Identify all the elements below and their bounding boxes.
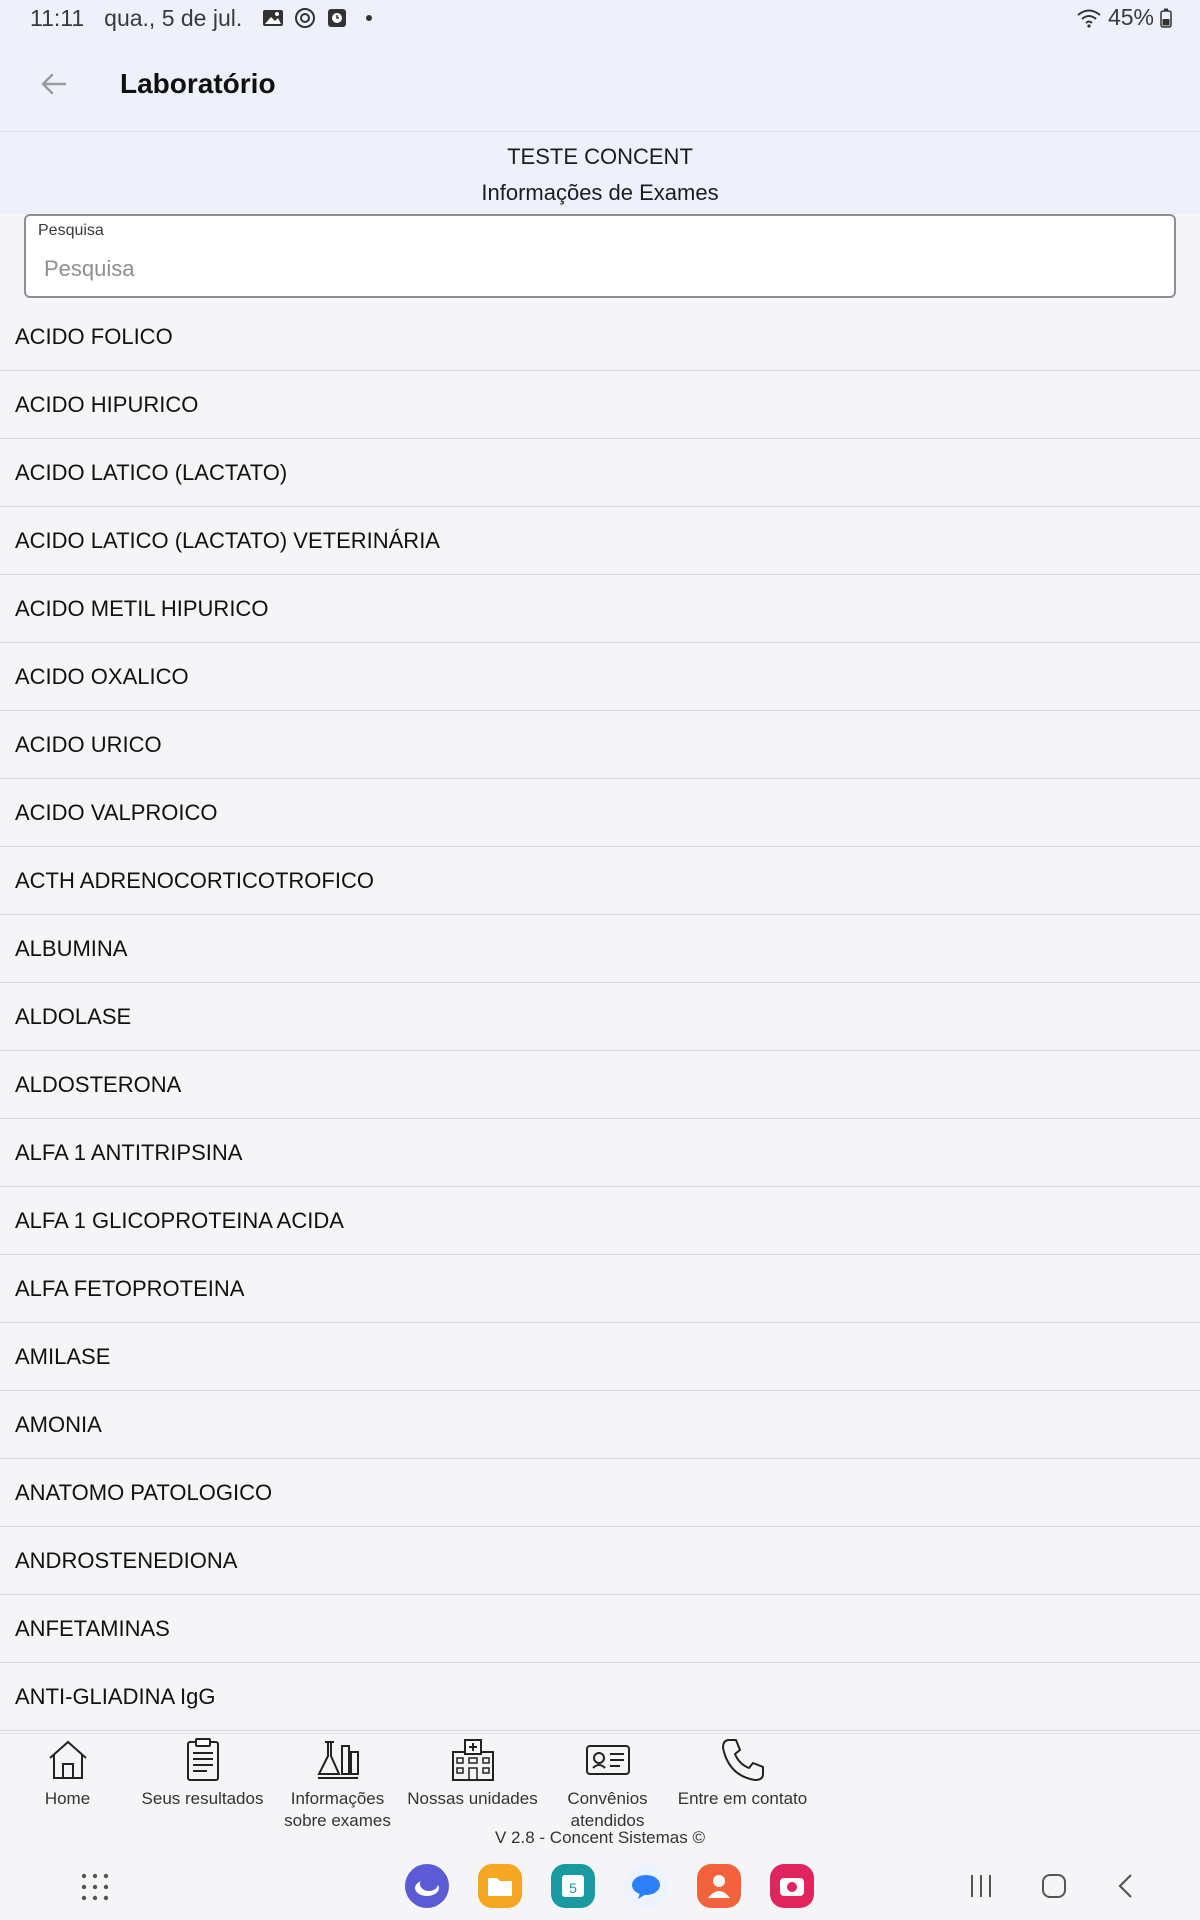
battery-icon bbox=[1160, 8, 1172, 28]
list-item[interactable]: ACIDO FOLICO bbox=[0, 303, 1200, 371]
camera-app-icon[interactable] bbox=[770, 1864, 814, 1908]
list-item[interactable]: ACIDO OXALICO bbox=[0, 643, 1200, 711]
nav-label: Seus resultados bbox=[141, 1789, 264, 1808]
nav-label: Nossas unidades bbox=[407, 1789, 538, 1808]
list-item[interactable]: ACIDO LATICO (LACTATO) VETERINÁRIA bbox=[0, 507, 1200, 575]
internet-app-icon[interactable] bbox=[405, 1864, 449, 1908]
search-input[interactable] bbox=[44, 250, 1144, 288]
nav-label: Informações sobre exames bbox=[284, 1789, 391, 1830]
back-nav-icon[interactable] bbox=[1114, 1872, 1138, 1900]
lab-flask-icon bbox=[314, 1736, 362, 1784]
dot-icon bbox=[358, 7, 380, 29]
lab-name: TESTE CONCENT bbox=[507, 144, 693, 169]
version-text: V 2.8 - Concent Sistemas © bbox=[494, 1828, 705, 1847]
id-card-icon bbox=[584, 1736, 632, 1784]
wifi-icon bbox=[1076, 7, 1102, 29]
nav-insurance[interactable] bbox=[540, 1734, 675, 1834]
hospital-icon bbox=[449, 1736, 497, 1784]
sub-header bbox=[0, 132, 1200, 214]
list-item[interactable]: ANATOMO PATOLOGICO bbox=[0, 1459, 1200, 1527]
status-date: qua., 5 de jul. bbox=[104, 4, 243, 31]
list-item[interactable]: ACIDO METIL HIPURICO bbox=[0, 575, 1200, 643]
system-nav-bar bbox=[0, 1852, 1200, 1920]
clipboard-icon bbox=[179, 1736, 227, 1784]
nav-results[interactable] bbox=[135, 1734, 270, 1834]
list-item[interactable]: ALFA 1 ANTITRIPSINA bbox=[0, 1119, 1200, 1187]
contacts-app-icon[interactable] bbox=[697, 1864, 741, 1908]
list-item[interactable]: ANFETAMINAS bbox=[0, 1595, 1200, 1663]
sync-icon bbox=[294, 7, 316, 29]
list-item[interactable]: ALBUMINA bbox=[0, 915, 1200, 983]
section-title: Informações de Exames bbox=[481, 180, 719, 205]
list-item[interactable]: ANDROSTENEDIONA bbox=[0, 1527, 1200, 1595]
back-button[interactable] bbox=[24, 54, 84, 114]
arrow-left-icon bbox=[39, 69, 69, 99]
nav-home[interactable] bbox=[0, 1734, 135, 1834]
list-item[interactable]: ALFA FETOPROTEINA bbox=[0, 1255, 1200, 1323]
search-label: Pesquisa bbox=[38, 222, 104, 239]
nav-label: Home bbox=[44, 1789, 91, 1808]
home-nav-icon[interactable] bbox=[1040, 1872, 1068, 1900]
gallery-icon bbox=[262, 7, 284, 29]
list-item[interactable]: ACTH ADRENOCORTICOTROFICO bbox=[0, 847, 1200, 915]
apps-grid-icon[interactable] bbox=[80, 1872, 110, 1902]
svg-text:5: 5 bbox=[569, 1880, 577, 1896]
list-item[interactable]: ANTI-GLIADINA IgG bbox=[0, 1663, 1200, 1731]
battery-percent: 45% bbox=[1107, 4, 1154, 30]
nav-contact[interactable] bbox=[675, 1734, 810, 1834]
app-bar bbox=[0, 36, 1200, 132]
exam-list bbox=[0, 303, 1200, 1733]
home-icon bbox=[44, 1736, 92, 1784]
page-title: Laboratório bbox=[120, 67, 276, 99]
status-time: 11:11 bbox=[30, 4, 85, 31]
nav-units[interactable] bbox=[405, 1734, 540, 1834]
files-app-icon[interactable] bbox=[478, 1864, 522, 1908]
phone-icon bbox=[719, 1736, 767, 1784]
list-item[interactable]: ACIDO HIPURICO bbox=[0, 371, 1200, 439]
search-field[interactable] bbox=[24, 214, 1176, 298]
list-item[interactable]: AMILASE bbox=[0, 1323, 1200, 1391]
messages-app-icon[interactable] bbox=[624, 1864, 668, 1908]
recents-icon[interactable] bbox=[968, 1872, 994, 1900]
list-item[interactable]: ACIDO VALPROICO bbox=[0, 779, 1200, 847]
list-item[interactable]: ACIDO LATICO (LACTATO) bbox=[0, 439, 1200, 507]
nav-label: Entre em contato bbox=[677, 1789, 808, 1808]
list-item[interactable]: ALDOSTERONA bbox=[0, 1051, 1200, 1119]
list-item[interactable]: ALDOLASE bbox=[0, 983, 1200, 1051]
clock-app-icon bbox=[326, 7, 348, 29]
calendar-app-icon[interactable] bbox=[551, 1864, 595, 1908]
status-right bbox=[1076, 4, 1172, 31]
list-item[interactable]: ALFA 1 GLICOPROTEINA ACIDA bbox=[0, 1187, 1200, 1255]
nav-label: Convênios atendidos bbox=[567, 1789, 648, 1830]
status-bar bbox=[0, 0, 1200, 36]
list-item[interactable]: ACIDO URICO bbox=[0, 711, 1200, 779]
status-notification-icons bbox=[262, 7, 380, 29]
nav-exam-info[interactable] bbox=[270, 1734, 405, 1834]
list-item[interactable]: AMONIA bbox=[0, 1391, 1200, 1459]
